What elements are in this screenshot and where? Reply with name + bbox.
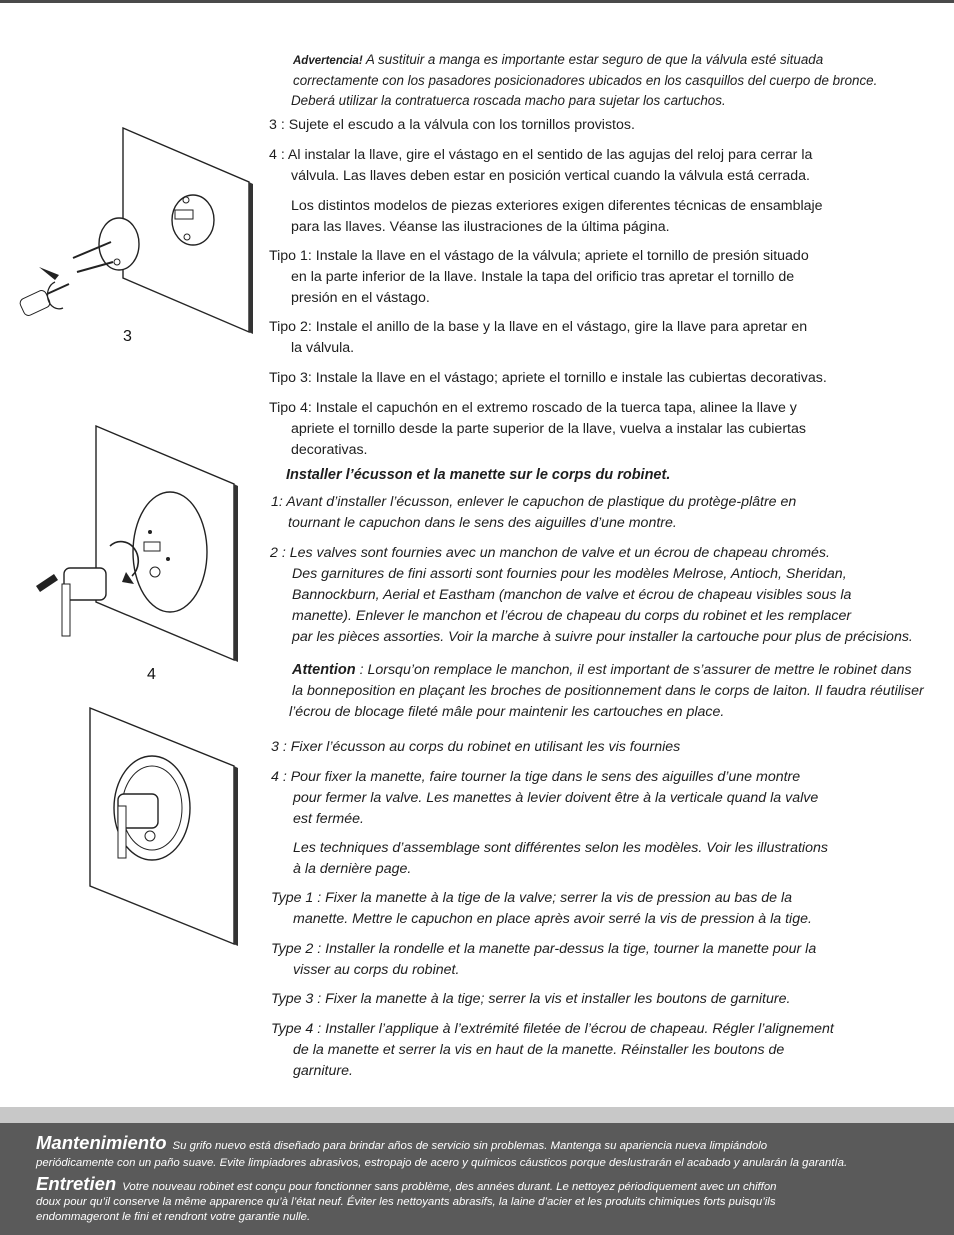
type-1-fr <box>271 888 812 930</box>
paragraph-line: Los distintos modelos de piezas exteriores exigen diferentes técnicas de ensamblaje <box>291 198 823 214</box>
paragraph-line: 2 : Les valves sont fournies avec un manchon de valve et un écrou de chapeau chromés. <box>270 545 830 561</box>
paragraph-line: par les pièces assorties. Voir la marche à suivre pour installer la cartouche pour plus de précisions. <box>292 629 913 645</box>
paragraph-line: visser au corps du robinet. <box>293 962 460 978</box>
paragraph-line: válvula. Las llaves deben estar en posición vertical cuando la válvula está cerrada. <box>291 168 810 184</box>
techniques-note-fr <box>293 838 828 880</box>
tipo-4-es <box>269 398 806 461</box>
paragraph-line: pour fermer la valve. Les manettes à levier doivent être à la verticale quand la valve <box>293 790 819 806</box>
paragraph-line: 4 : Pour fixer la manette, faire tourner la tige dans le sens des aiguilles d’une montre <box>271 769 801 785</box>
paragraph-line: de la manette et serrer la vis en haut de la manette. Réinstaller les boutons de <box>293 1042 785 1058</box>
step-4-fr <box>271 767 818 830</box>
figure-assembled-illustration <box>88 706 248 951</box>
warning-text: A sustituir a manga es importante estar seguro de que la válvula esté situada <box>365 52 824 67</box>
step-4-es <box>269 145 812 187</box>
maintenance-fr-line <box>36 1173 777 1195</box>
type-2-fr <box>271 939 816 981</box>
attention-label: Attention <box>292 662 356 678</box>
figure-3-illustration <box>15 122 260 342</box>
paragraph-line: la válvula. <box>291 340 355 356</box>
paragraph-line: tournant le capuchon dans le sens des aiguilles d’une montre. <box>288 515 677 531</box>
paragraph-line: decorativas. <box>291 442 368 458</box>
paragraph-line: la bonneposition en plaçant les broches de positionnement dans le corps de laiton. Il faudra réutiliser <box>292 683 924 699</box>
figure-4-illustration <box>30 424 250 664</box>
tipo-2-es <box>269 317 807 359</box>
top-rule <box>0 0 954 3</box>
paragraph-line: doux pour qu’il conserve la même apparence qu’à l’état neuf. Éviter les nettoyants abrasifs, la laine d’acier et les produits chimiques forts puisqu’ils <box>36 1196 776 1208</box>
paragraph-line: : Lorsqu’on remplace le manchon, il est important de s’assurer de mettre le robinet dans <box>355 662 912 678</box>
paragraph-line: Tipo 4: Instale el capuchón en el extremo roscado de la tuerca tapa, alinee la llave y <box>269 400 797 416</box>
type-4-fr <box>271 1019 834 1082</box>
attention-fr <box>289 660 924 723</box>
paragraph-line: l’écrou de blocage fileté mâle pour maintenir les cartouches en place. <box>289 704 725 720</box>
paragraph-line: presión en el vástago. <box>291 290 430 306</box>
paragraph-line: manette). Enlever le manchon et l’écrou de chapeau du corps du robinet et les remplacer <box>292 608 852 624</box>
paragraph-line: periódicamente con un paño suave. Evite limpiadores abrasivos, estropajo de acero y químicos cáusticos porque deslustrarán el acabado y anularán la garantía. <box>36 1157 848 1169</box>
maintenance-es-line <box>36 1132 767 1154</box>
paragraph-line: Bannockburn, Aerial et Eastham (manchon de valve et écrou de chapeau visibles sous la <box>292 587 852 603</box>
warning-text: Deberá utilizar la contratuerca roscada macho para sujetar los cartuchos. <box>291 93 726 108</box>
step-1-fr <box>271 492 796 534</box>
tipo-3-es: Tipo 3: Instale la llave en el vástago; apriete el tornillo e instale las cubiertas decorativas. <box>269 370 827 386</box>
paragraph-line: garniture. <box>293 1063 353 1079</box>
paragraph-line: 1: Avant d’installer l’écusson, enlever le capuchon de plastique du protège-plâtre en <box>271 494 797 510</box>
paragraph-line: Type 4 : Installer l’applique à l’extrémité filetée de l’écrou de chapeau. Régler l’alignement <box>271 1021 834 1037</box>
warning-text: correctamente con los pasadores posicionadores ubicados en los casquillos del cuerpo de bronce. <box>293 73 878 88</box>
paragraph-line: Tipo 1: Instale la llave en el vástago de la válvula; apriete el tornillo de presión situado <box>269 248 809 264</box>
paragraph-line: en la parte inferior de la llave. Instale la tapa del orificio tras apretar el tornillo de <box>291 269 795 285</box>
paragraph-line: Des garnitures de fini assorti sont fournies pour les modèles Melrose, Antioch, Sheridan, <box>292 566 847 582</box>
section-heading-fr: Installer l’écusson et la manette sur le corps du robinet. <box>286 467 671 483</box>
paragraph-line: manette. Mettre le capuchon en place après avoir serré la vis de pression à la tige. <box>293 911 812 927</box>
warning-es <box>293 50 877 111</box>
footer-divider-strip <box>0 1107 954 1123</box>
paragraph-line: Su grifo nuevo está diseñado para brindar años de servicio sin problemas. Mantenga su apariencia nueva limpiándolo <box>172 1140 768 1152</box>
type-3-fr: Type 3 : Fixer la manette à la tige; serrer la vis et installer les boutons de garniture. <box>271 991 791 1007</box>
paragraph-line: Type 2 : Installer la rondelle et la manette par-dessus la tige, tourner la manette pour la <box>271 941 817 957</box>
paragraph-line: endommageront le fini et rendront votre garantie nulle. <box>36 1211 311 1223</box>
paragraph-line: à la dernière page. <box>293 861 412 877</box>
maintenance-es-title: Mantenimiento <box>36 1132 167 1153</box>
paragraph-line: Tipo 2: Instale el anillo de la base y la llave en el vástago, gire la llave para apretar en <box>269 319 808 335</box>
step-2-fr <box>270 543 913 648</box>
figure-4-label: 4 <box>147 666 156 683</box>
warning-label: Advertencia! <box>293 55 363 67</box>
paragraph-line: Votre nouveau robinet est conçu pour fonctionner sans problème, des années durant. Le nettoyez périodiquement avec un chiffon <box>122 1181 777 1193</box>
paragraph-line: apriete el tornillo desde la parte superior de la llave, vuelva a instalar las cubiertas <box>291 421 806 437</box>
models-note-es <box>291 196 823 238</box>
tipo-1-es <box>269 246 809 309</box>
paragraph-line: 4 : Al instalar la llave, gire el vástago en el sentido de las agujas del reloj para cerrar la <box>269 147 813 163</box>
paragraph-line: est fermée. <box>293 811 364 827</box>
paragraph-line: Type 1 : Fixer la manette à la tige de la valve; serrer la vis de pression au bas de la <box>271 890 792 906</box>
step-3-fr: 3 : Fixer l’écusson au corps du robinet en utilisant les vis fournies <box>271 739 681 755</box>
maintenance-fr-title: Entretien <box>36 1173 117 1194</box>
paragraph-line: Les techniques d’assemblage sont différentes selon les modèles. Voir les illustrations <box>293 840 828 856</box>
step-3-es: 3 : Sujete el escudo a la válvula con los tornillos provistos. <box>269 117 635 133</box>
figure-3-label: 3 <box>123 328 132 345</box>
paragraph-line: para las llaves. Véanse las ilustraciones de la última página. <box>291 219 670 235</box>
maintenance-footer <box>0 1123 954 1235</box>
